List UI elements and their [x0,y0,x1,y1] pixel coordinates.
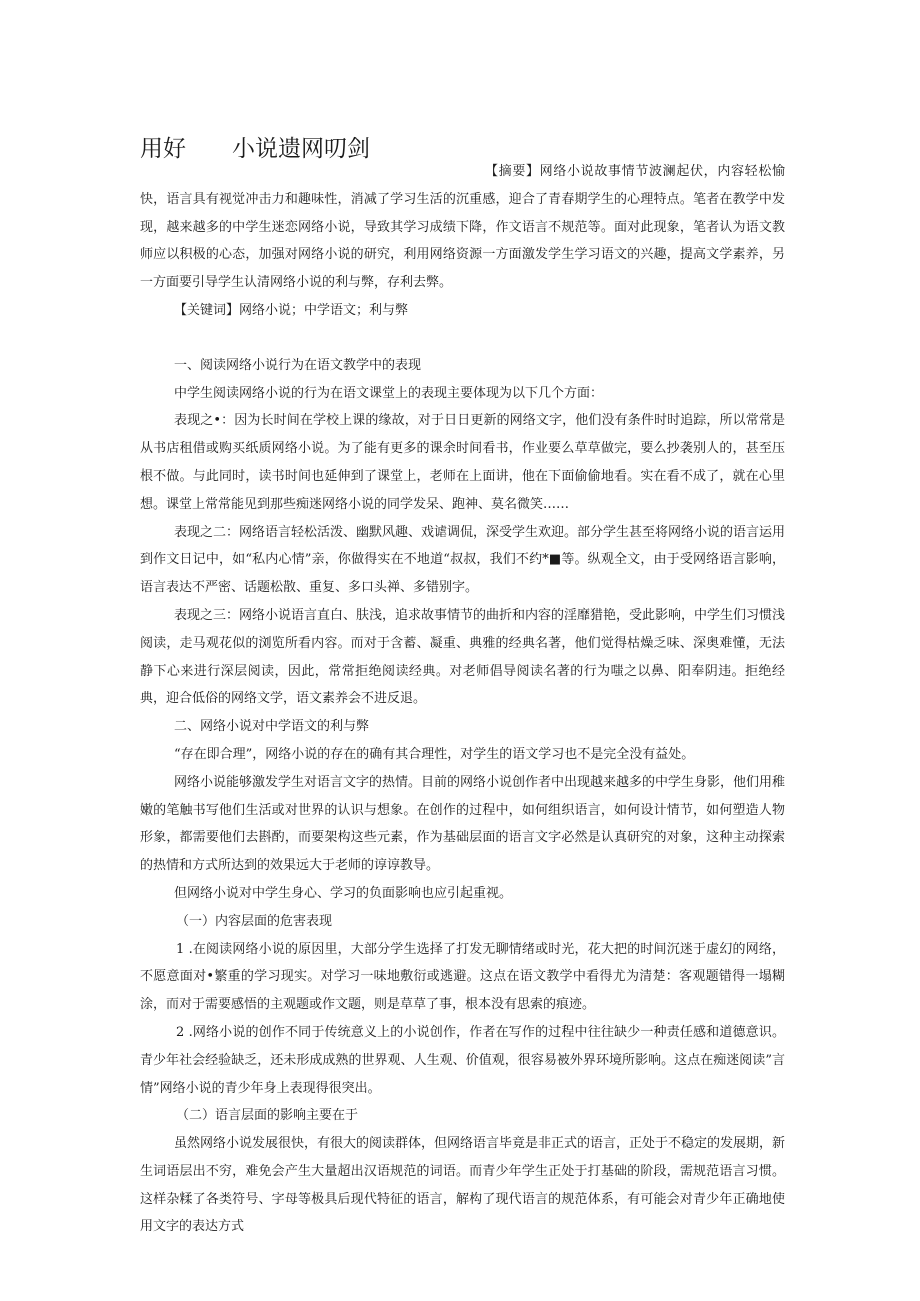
numbered-paragraph: 1 .在阅读网络小说的原因里，大部分学生选择了打发无聊情绪或时光，花大把的时间沉迷于虚幻的网络，不愿意面对•繁重的学习现实。对学习一味地敷衍或逃避。这点在语文教学中看得尤为清楚：客观题错得一塌糊涂，而对于需要感悟的主观题或作文题，则是草草了事，根本没有思索的痕迹。 [140,941,785,1013]
section-heading-2: 二、网络小说对中学语文的利与弊 [174,719,370,735]
paragraph: 虽然网络小说发展很快，有很大的阅读群体，但网络语言毕竟是非正式的语言，正处于不稳定的发展期，新生词语层出不穷，难免会产生大量超出汉语规范的词语。而青少年学生正处于打基础的阶段，需规范语言习惯。这样杂糅了各类符号、字母等极具后现代特征的语言，解构了现代语言的规范体系，有可能会对青少年正确地使用文字的表达方式 [140,1136,786,1235]
subsection-heading-2: （二）语言层面的影响主要在于 [176,1108,359,1124]
abstract: 【摘要】网络小说故事情节波澜起伏，内容轻松愉快，语言具有视觉冲击力和趣味性，消减了学习生活的沉重感，迎合了青春期学生的心理特点。笔者在教学中发现，越来越多的中学生迷恋网络小说，导致其学习成绩下降，作文语言不规范等。面对此现象，笔者认为语文教师应以积极的心态，加强对网络小说的研究，利用网络资源一方面激发学生学习语文的兴趣，提高文学素养，另一方面要引导学生认清网络小说的利与弊，存利去弊。 [140,164,785,291]
numbered-paragraph: 2 .网络小说的创作不同于传统意义上的小说创作，作者在写作的过程中往往缺少一种责任感和道德意识。青少年社会经验缺乏，还未形成成熟的世界观、人生观、价值观，很容易被外界环境所影响。这点在痴迷阅读”言情”网络小说的青少年身上表现得很突出。 [140,1024,785,1096]
paragraph: 表现之三：网络小说语言直白、肤浅，追求故事情节的曲折和内容的淫靡猎艳，受此影响，中学生们习惯浅阅读，走马观花似的浏览所看内容。而对于含蓄、凝重、典雅的经典名著，他们觉得枯燥乏味、深奥难懂，无法静下心来进行深层阅读，因此，常常拒绝阅读经典。对老师倡导阅读名著的行为嗤之以鼻、阳奉阴违。拒绝经典，迎合低俗的网络文学，语文素养会不进反退。 [140,607,786,707]
paragraph: 中学生阅读网络小说的行为在语文课堂上的表现主要体现为以下几个方面： [174,385,604,401]
document-body [140,158,785,1241]
section-heading-1: 一、阅读网络小说行为在语文教学中的表现 [174,357,422,373]
paragraph: 但网络小说对中学生身心、学习的负面影响也应引起重视。 [174,885,513,901]
keywords: 【关键词】网络小说；中学语文；利与弊 [174,302,409,318]
paragraph: “存在即合理”，网络小说的存在的确有其合理性，对学生的语文学习也不是完全没有益处。 [174,746,695,762]
title-part-2: 小说遗网叨剑 [232,136,370,162]
paragraph: 表现之•：因为长时间在学校上课的缘故，对于日日更新的网络文字，他们没有条件时时追踪，所以常常是从书店租借或购买纸质网络小说。为了能有更多的课余时间看书，作业要么草草做完，要么抄袭别人的，甚至压根不做。与此同时，读书时间也延伸到了课堂上，老师在上面讲，他在下面偷偷地看。实在看不成了，就在心里想。课堂上常常能见到那些痴迷网络小说的同学发呆、跑神、莫名微笑…… [140,413,785,512]
paragraph: 网络小说能够激发学生对语言文字的热情。目前的网络小说创作者中出现越来越多的中学生身影，他们用稚嫩的笔触书写他们生活或对世界的认识与想象。在创作的过程中，如何组织语言，如何设计情节，如何塑造人物形象，都需要他们去斟酌，而要架构这些元素，作为基础层面的语言文字必然是认真研究的对象，这种主动探索的热情和方式所达到的效果远大于老师的谆谆教导。 [140,774,786,874]
paragraph: 表现之二：网络语言轻松活泼、幽默风趣、戏谑调侃，深受学生欢迎。部分学生甚至将网络小说的语言运用到作文日记中，如“私内心情”亲，你做得实在不地道“叔叔，我们不约*■等。纵观全文，由于受网络语言影响，语言表达不严密、话题松散、重复、多口头禅、多错别字。 [140,524,786,596]
subsection-heading-1: （一）内容层面的危害表现 [176,913,333,929]
title-part-1: 用好 [140,136,186,162]
